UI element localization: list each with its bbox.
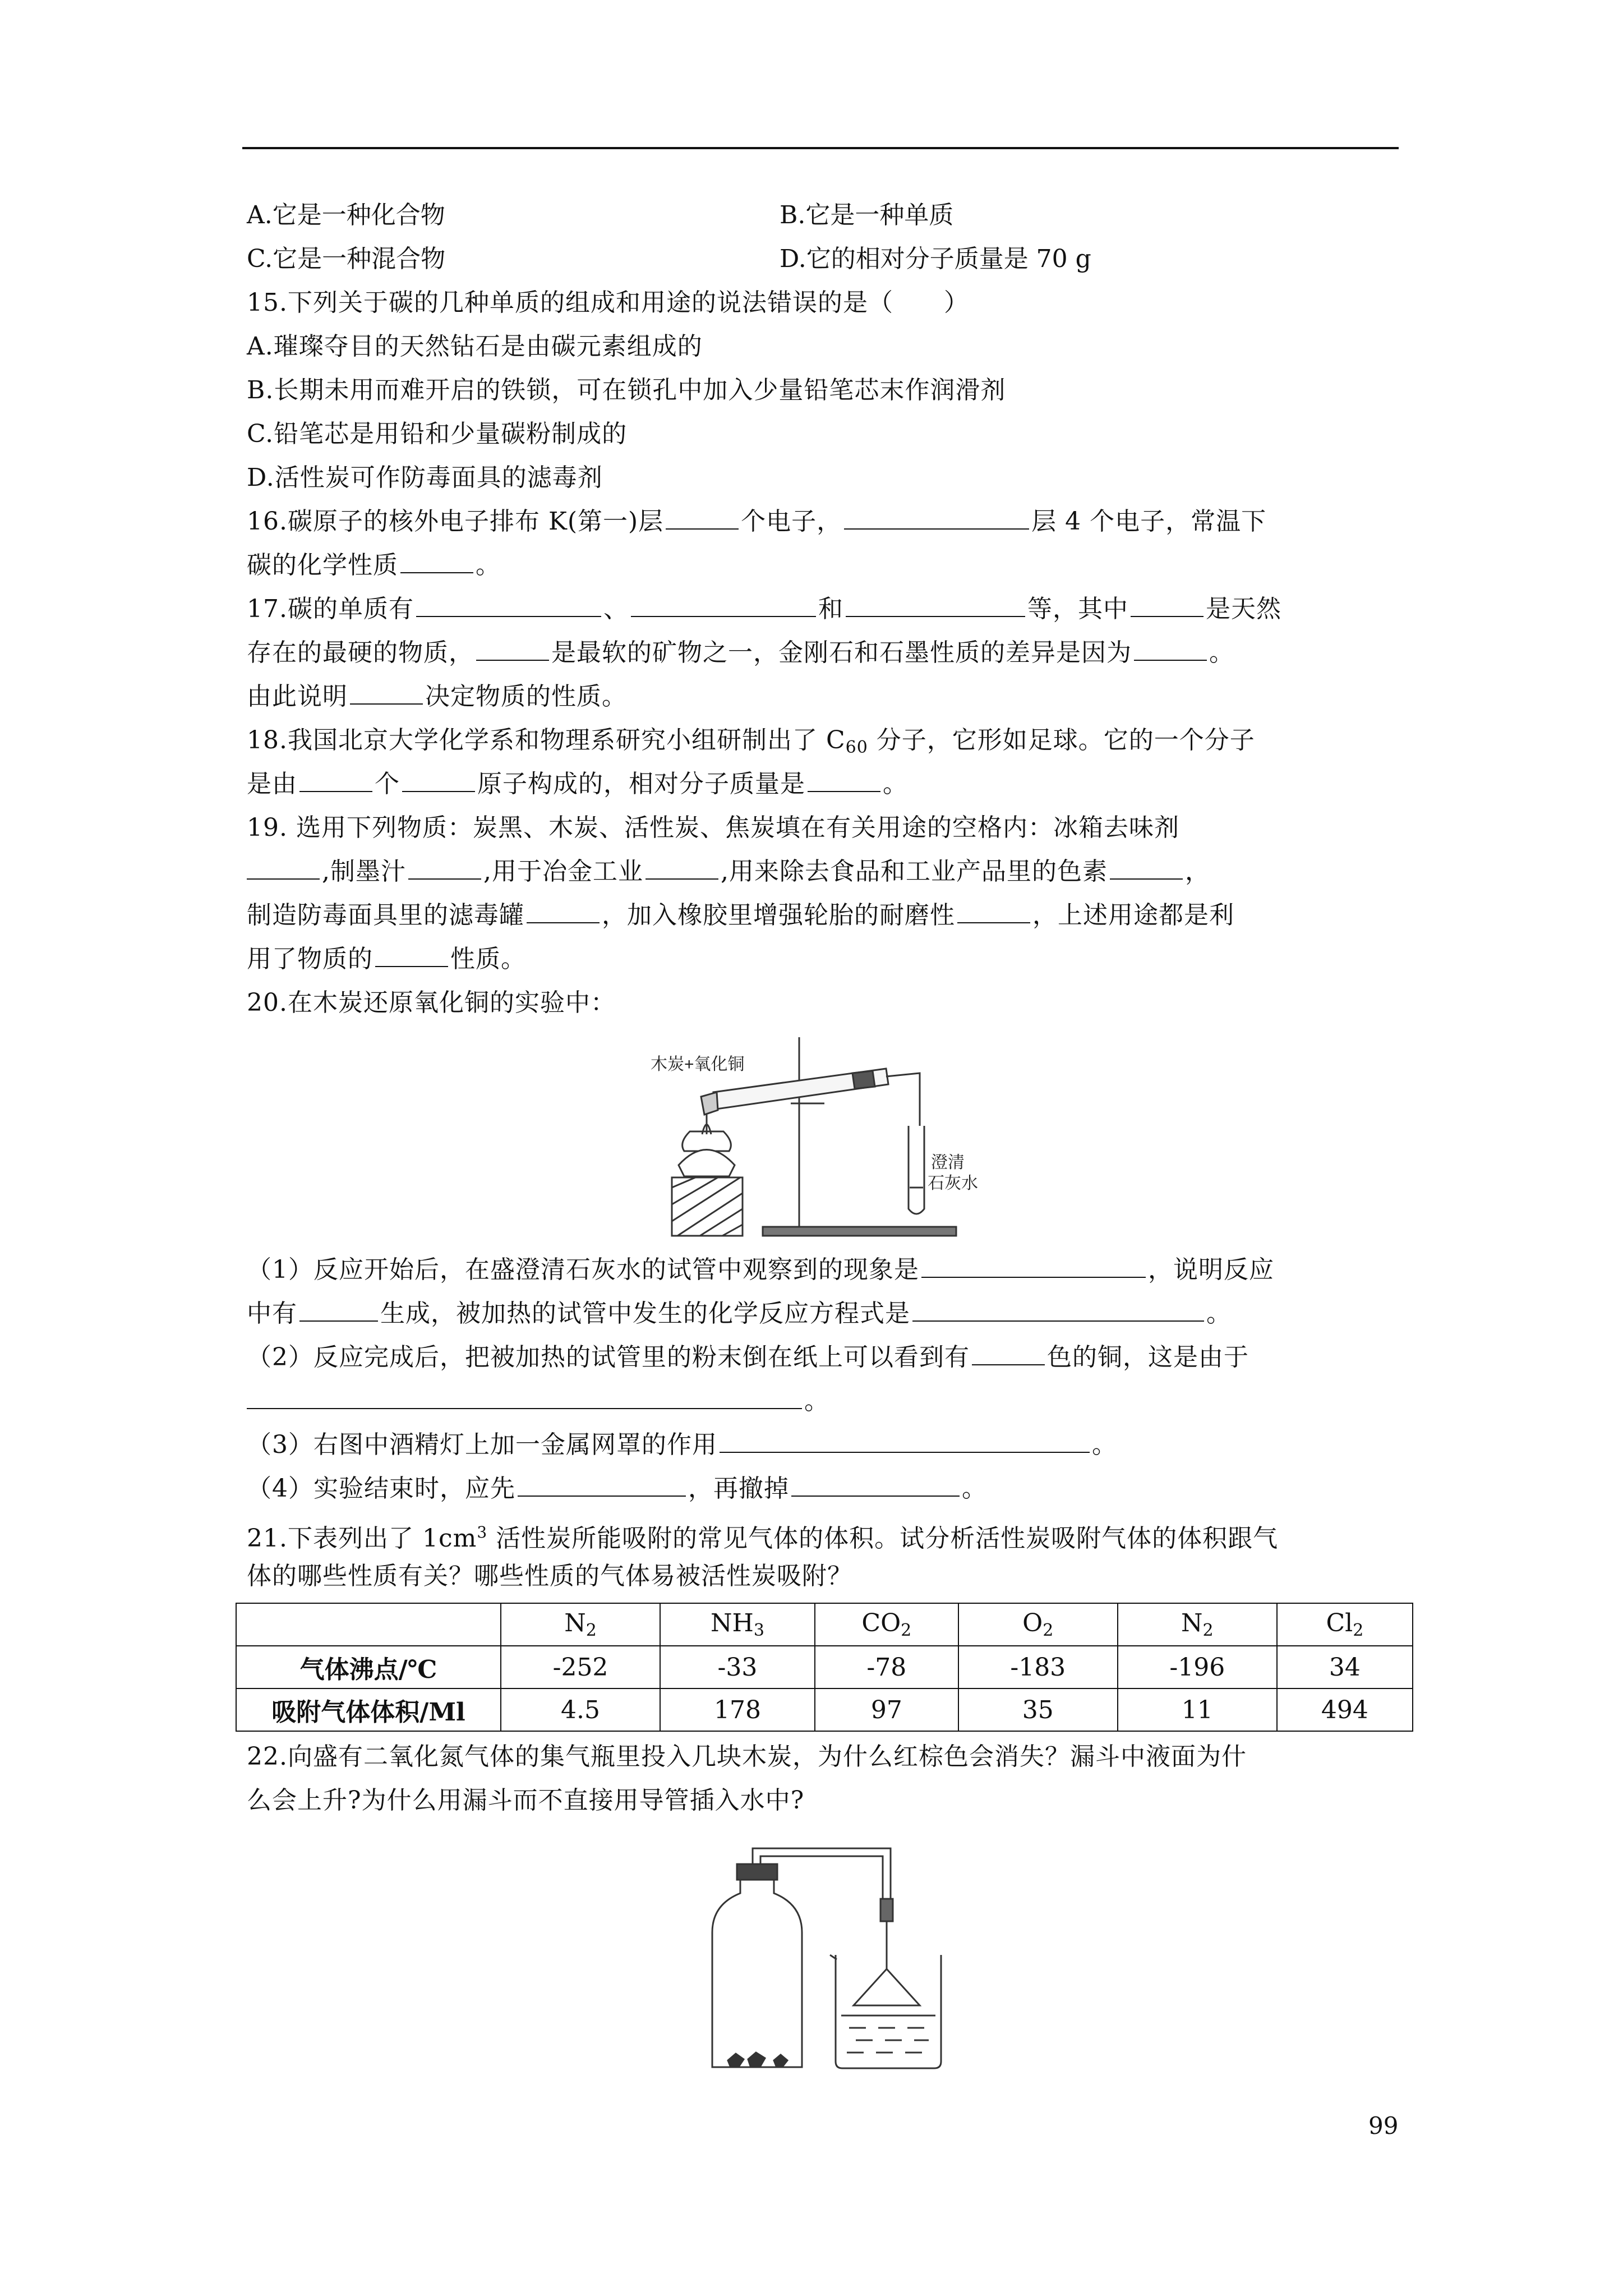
- gas-collecting-bottle: [712, 1876, 802, 2067]
- answer-blank[interactable]: [957, 895, 1030, 923]
- q21-text: 活性炭所能吸附的常见气体的体积。试分析活性炭吸附气体的体积跟气: [487, 1524, 1279, 1553]
- fig-label-reactants: 木炭+氧化铜: [651, 1055, 745, 1074]
- header-rule: [242, 147, 1399, 149]
- q18-text: 原子构成的，相对分子质量是: [477, 770, 805, 798]
- answer-blank[interactable]: [1131, 589, 1204, 617]
- q17-text: 等，其中: [1027, 595, 1128, 623]
- adsorption-table: [236, 1603, 1413, 1732]
- table-cell: -196: [1118, 1646, 1277, 1688]
- answer-blank[interactable]: [791, 1469, 960, 1497]
- q22-line2: 么会上升?为什么用漏斗而不直接用导管插入水中?: [247, 1786, 805, 1815]
- q19-text: ,制墨汁: [322, 857, 406, 886]
- q20-text: 。: [1092, 1430, 1117, 1459]
- answer-blank[interactable]: [972, 1337, 1045, 1365]
- answer-blank[interactable]: [247, 1381, 802, 1409]
- connecting-tube-inner: [760, 1856, 883, 1899]
- gas-header-cell: $N_2$: [1118, 1603, 1277, 1646]
- wooden-block: [672, 1177, 743, 1236]
- nitrogen-dioxide-bottle-figure: [247, 1837, 1408, 2073]
- q20-text: 中有: [247, 1299, 297, 1328]
- q20-text: ，再撤掉: [688, 1474, 789, 1503]
- table-cell: 11: [1118, 1688, 1277, 1731]
- q19-text: ,用来除去食品和工业产品里的色素: [721, 857, 1108, 886]
- table-cell: -252: [501, 1646, 660, 1688]
- answer-blank[interactable]: [299, 764, 372, 792]
- table-header-row: [236, 1603, 1413, 1646]
- q18-text: 。: [883, 770, 908, 798]
- q19-text: ,用于冶金工业: [483, 857, 643, 886]
- fig-label-clear: 澄清: [931, 1153, 965, 1172]
- q18-text: 是由: [247, 770, 297, 798]
- q19-line1: 19. 选用下列物质：炭黑、木炭、活性炭、焦炭填在有关用途的空格内：冰箱去味剂: [247, 813, 1179, 842]
- answer-blank[interactable]: [408, 852, 481, 880]
- q20-s1-line1: [247, 1248, 1408, 1292]
- q16-text: 16.碳原子的核外电子排布 K(第一)层: [247, 507, 664, 536]
- q17-text: 是最软的矿物之一，金刚石和石墨性质的差异是因为: [551, 638, 1132, 667]
- q19-text: 用了物质的: [247, 945, 373, 973]
- q18-text: 分子，它形如足球。它的一个分子: [868, 726, 1255, 754]
- gas-header-cell: $O_2$: [958, 1603, 1118, 1646]
- page-content: [247, 194, 1408, 2073]
- answer-blank[interactable]: [1134, 633, 1207, 661]
- answer-blank[interactable]: [844, 501, 1029, 530]
- test-tube-bottom: [701, 1092, 718, 1115]
- answer-blank[interactable]: [666, 501, 739, 530]
- answer-blank[interactable]: [912, 1294, 1204, 1322]
- metal-mesh-cover: [683, 1131, 731, 1151]
- table-cell: -78: [815, 1646, 958, 1688]
- answer-blank[interactable]: [808, 764, 880, 792]
- answer-blank[interactable]: [402, 764, 475, 792]
- table-cell: 34: [1277, 1646, 1413, 1688]
- row-label-boiling-point: 气体沸点/℃: [236, 1646, 501, 1688]
- q19-line3: [247, 894, 1408, 937]
- table-cell: 494: [1277, 1688, 1413, 1731]
- q17-text: 和: [818, 595, 843, 623]
- q19-line2: [247, 850, 1408, 894]
- q17-text: 17.碳的单质有: [247, 595, 414, 623]
- q20-s3-line: [247, 1423, 1408, 1467]
- q21-text: 21.下表列出了 1cm: [247, 1524, 477, 1553]
- table-cell: 97: [815, 1688, 958, 1731]
- q20-s4-line: [247, 1467, 1408, 1511]
- q19-line4: [247, 937, 1408, 981]
- q15-option-b: B.长期未用而难开启的铁锁，可在锁孔中加入少量铅笔芯末作润滑剂: [247, 376, 1006, 404]
- q17-text: 、: [603, 595, 629, 623]
- bottle-stopper: [737, 1864, 777, 1880]
- q18-line1: [247, 719, 1408, 762]
- q19-text: ，上述用途都是利: [1032, 901, 1234, 930]
- q14-options-row2: [247, 237, 1408, 281]
- q15-option-d: D.活性炭可作防毒面具的滤毒剂: [247, 463, 603, 492]
- gas-header-cell: $CO_2$: [815, 1603, 958, 1646]
- q17-line2: [247, 631, 1408, 675]
- q17-line1: [247, 587, 1408, 631]
- answer-blank[interactable]: [921, 1250, 1146, 1278]
- table-cell: 178: [660, 1688, 815, 1731]
- q17-text: 由此说明: [247, 682, 348, 711]
- apparatus-diagram: [651, 1030, 1009, 1244]
- q14-options-row1: [247, 194, 1408, 237]
- q20-text: 生成，被加热的试管中发生的化学反应方程式是: [380, 1299, 910, 1328]
- page-number: 99: [1368, 2112, 1399, 2139]
- q17-text: 存在的最硬的物质，: [247, 638, 474, 667]
- q20-text: 。: [804, 1387, 829, 1415]
- q18-line2: [247, 762, 1408, 806]
- q16-text: 。: [476, 551, 501, 579]
- q20-text: 。: [1206, 1299, 1232, 1328]
- q16-line2: [247, 544, 1408, 587]
- table-cell: -183: [958, 1646, 1118, 1688]
- q20-text: ，说明反应: [1148, 1255, 1274, 1284]
- answer-blank[interactable]: [476, 633, 549, 661]
- answer-blank[interactable]: [527, 895, 600, 923]
- answer-blank[interactable]: [400, 545, 473, 573]
- q21-line2: 体的哪些性质有关？哪些性质的气体易被活性炭吸附？: [247, 1562, 852, 1590]
- iron-stand-base: [763, 1227, 956, 1236]
- q21-superscript: 3: [477, 1523, 488, 1542]
- q17-text: 。: [1209, 638, 1234, 667]
- q16-text: 碳的化学性质: [247, 551, 398, 579]
- q14-option-a: A.它是一种化合物: [247, 201, 445, 229]
- gas-bottle-diagram: [690, 1837, 993, 2073]
- answer-blank[interactable]: [645, 852, 718, 880]
- q14-option-c: C.它是一种混合物: [247, 245, 446, 273]
- answer-blank[interactable]: [299, 1294, 378, 1322]
- q18-text: 个: [375, 770, 400, 798]
- q19-text: 制造防毒面具里的滤毒罐: [247, 901, 524, 930]
- q20-text: （4）实验结束时，应先: [247, 1474, 515, 1503]
- table-cell: 4.5: [501, 1688, 660, 1731]
- q21-line1: [247, 1511, 1408, 1554]
- gas-header-cell: $N_2$: [501, 1603, 660, 1646]
- q20-s1-line2: [247, 1292, 1408, 1336]
- q14-option-d: D.它的相对分子质量是 70 g: [780, 245, 1091, 273]
- answer-blank[interactable]: [846, 589, 1025, 617]
- answer-blank[interactable]: [416, 589, 601, 617]
- q22-line1: 22.向盛有二氧化氮气体的集气瓶里投入几块木炭，为什么红棕色会消失？漏斗中液面为什: [247, 1742, 1247, 1771]
- answer-blank[interactable]: [375, 939, 448, 967]
- gas-header-cell: $NH_3$: [660, 1603, 815, 1646]
- table-cell: 35: [958, 1688, 1118, 1731]
- q20-text: （1）反应开始后，在盛澄清石灰水的试管中观察到的现象是: [247, 1255, 919, 1284]
- q15-stem: 15.下列关于碳的几种单质的组成和用途的说法错误的是（ ）: [247, 288, 969, 317]
- q20-text: 。: [962, 1474, 987, 1503]
- q18-subscript: 60: [845, 738, 868, 757]
- q16-line1: [247, 500, 1408, 544]
- table-corner-cell: [236, 1603, 501, 1646]
- rubber-tube: [880, 1899, 893, 1921]
- q19-text: ，加入橡胶里增强轮胎的耐磨性: [602, 901, 955, 930]
- q14-option-b: B.它是一种单质: [780, 201, 954, 229]
- q15-option-c: C.铅笔芯是用铅和少量碳粉制成的: [247, 420, 628, 448]
- q16-text: 个电子，: [741, 507, 842, 536]
- answer-blank[interactable]: [518, 1469, 686, 1497]
- q19-text: 性质。: [450, 945, 526, 973]
- gas-header-cell: $Cl_2$: [1277, 1603, 1413, 1646]
- limewater-test-tube: [909, 1126, 924, 1214]
- q15-option-a: A.璀璨夺目的天然钻石是由碳元素组成的: [247, 332, 703, 361]
- table-row: [236, 1646, 1413, 1688]
- q19-text: ，: [1185, 857, 1210, 886]
- alcohol-lamp: [679, 1150, 735, 1177]
- charcoal-reduction-apparatus-figure: [247, 1030, 1408, 1244]
- answer-blank[interactable]: [1110, 852, 1183, 880]
- q20-text: （2）反应完成后，把被加热的试管里的粉末倒在纸上可以看到有: [247, 1343, 970, 1372]
- q20-text: （3）右图中酒精灯上加一金属网罩的作用: [247, 1430, 717, 1459]
- q17-line3: [247, 675, 1408, 719]
- q16-text: 层 4 个电子，常温下: [1031, 507, 1267, 536]
- q20-text: 色的铜，这是由于: [1047, 1343, 1249, 1372]
- row-label-adsorbed-volume: 吸附气体体积/Ml: [236, 1688, 501, 1731]
- table-cell: -33: [660, 1646, 815, 1688]
- fig-label-limewater: 石灰水: [928, 1174, 978, 1193]
- q17-text: 决定物质的性质。: [425, 682, 627, 711]
- q20-s2-line1: [247, 1336, 1408, 1379]
- q18-text: 18.我国北京大学化学系和物理系研究小组研制出了 C: [247, 726, 846, 754]
- q20-stem: 20.在木炭还原氧化铜的实验中：: [247, 988, 616, 1017]
- q17-text: 是天然: [1205, 595, 1281, 623]
- answer-blank[interactable]: [247, 852, 320, 880]
- answer-blank[interactable]: [350, 677, 423, 705]
- stopper: [852, 1071, 875, 1089]
- answer-blank[interactable]: [720, 1425, 1090, 1453]
- answer-blank[interactable]: [631, 589, 816, 617]
- q20-s2-line2: [247, 1379, 1408, 1423]
- table-row: [236, 1688, 1413, 1731]
